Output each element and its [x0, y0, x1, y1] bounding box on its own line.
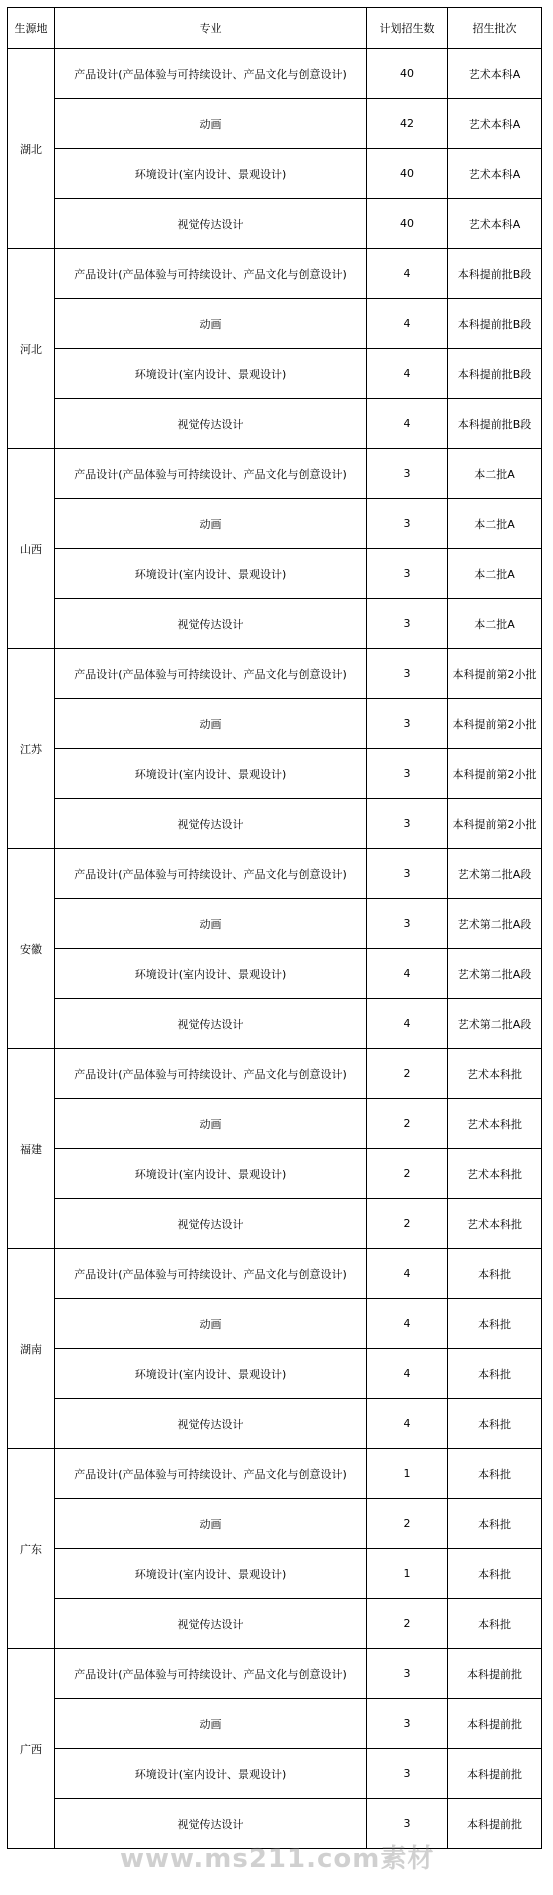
planned-count-cell: 3 — [367, 1699, 448, 1749]
major-cell: 产品设计(产品体验与可持续设计、产品文化与创意设计) — [55, 649, 367, 699]
planned-count-cell: 2 — [367, 1049, 448, 1099]
major-cell: 产品设计(产品体验与可持续设计、产品文化与创意设计) — [55, 49, 367, 99]
batch-cell: 本二批A — [448, 599, 542, 649]
table-header — [8, 8, 542, 49]
major-cell: 产品设计(产品体验与可持续设计、产品文化与创意设计) — [55, 1449, 367, 1499]
batch-cell: 本二批A — [448, 499, 542, 549]
major-cell: 产品设计(产品体验与可持续设计、产品文化与创意设计) — [55, 249, 367, 299]
header-batch: 招生批次 — [448, 8, 542, 49]
planned-count-cell: 2 — [367, 1499, 448, 1549]
table-row — [8, 849, 542, 899]
major-cell: 视觉传达设计 — [55, 799, 367, 849]
table-row — [8, 249, 542, 299]
table-row — [8, 549, 542, 599]
table-body — [8, 49, 542, 1849]
province-cell: 湖北 — [8, 49, 55, 249]
planned-count-cell: 3 — [367, 449, 448, 499]
planned-count-cell: 2 — [367, 1199, 448, 1249]
planned-count-cell: 1 — [367, 1449, 448, 1499]
province-cell: 山西 — [8, 449, 55, 649]
batch-cell: 艺术本科批 — [448, 1099, 542, 1149]
table-row — [8, 1599, 542, 1649]
major-cell: 环境设计(室内设计、景观设计) — [55, 349, 367, 399]
table-row — [8, 1749, 542, 1799]
major-cell: 产品设计(产品体验与可持续设计、产品文化与创意设计) — [55, 1049, 367, 1099]
table-row — [8, 149, 542, 199]
planned-count-cell: 4 — [367, 349, 448, 399]
batch-cell: 本科批 — [448, 1449, 542, 1499]
table-row — [8, 99, 542, 149]
planned-count-cell: 2 — [367, 1099, 448, 1149]
planned-count-cell: 3 — [367, 1749, 448, 1799]
batch-cell: 本二批A — [448, 549, 542, 599]
batch-cell: 本科批 — [448, 1549, 542, 1599]
planned-count-cell: 1 — [367, 1549, 448, 1599]
planned-count-cell: 3 — [367, 649, 448, 699]
major-cell: 环境设计(室内设计、景观设计) — [55, 1149, 367, 1199]
major-cell: 动画 — [55, 499, 367, 549]
planned-count-cell: 4 — [367, 1399, 448, 1449]
major-cell: 环境设计(室内设计、景观设计) — [55, 949, 367, 999]
table-row — [8, 399, 542, 449]
batch-cell: 艺术本科A — [448, 99, 542, 149]
planned-count-cell: 4 — [367, 299, 448, 349]
table-row — [8, 1249, 542, 1299]
batch-cell: 艺术本科A — [448, 49, 542, 99]
batch-cell: 本科批 — [448, 1249, 542, 1299]
planned-count-cell: 40 — [367, 149, 448, 199]
table-row — [8, 799, 542, 849]
batch-cell: 艺术第二批A段 — [448, 849, 542, 899]
major-cell: 动画 — [55, 99, 367, 149]
planned-count-cell: 3 — [367, 849, 448, 899]
table-row — [8, 449, 542, 499]
major-cell: 环境设计(室内设计、景观设计) — [55, 549, 367, 599]
table-row — [8, 1099, 542, 1149]
major-cell: 视觉传达设计 — [55, 599, 367, 649]
batch-cell: 本科提前批 — [448, 1749, 542, 1799]
major-cell: 视觉传达设计 — [55, 1799, 367, 1849]
planned-count-cell: 4 — [367, 399, 448, 449]
table-row — [8, 499, 542, 549]
planned-count-cell: 3 — [367, 1649, 448, 1699]
planned-count-cell: 3 — [367, 599, 448, 649]
batch-cell: 本科批 — [448, 1349, 542, 1399]
batch-cell: 本科提前批B段 — [448, 249, 542, 299]
major-cell: 产品设计(产品体验与可持续设计、产品文化与创意设计) — [55, 849, 367, 899]
table-row — [8, 1399, 542, 1449]
planned-count-cell: 3 — [367, 899, 448, 949]
table-row — [8, 699, 542, 749]
table-row — [8, 949, 542, 999]
table-row — [8, 899, 542, 949]
planned-count-cell: 2 — [367, 1149, 448, 1199]
major-cell: 动画 — [55, 899, 367, 949]
province-cell: 河北 — [8, 249, 55, 449]
major-cell: 环境设计(室内设计、景观设计) — [55, 1349, 367, 1399]
table-row — [8, 649, 542, 699]
batch-cell: 本科提前第2小批 — [448, 749, 542, 799]
batch-cell: 本科提前第2小批 — [448, 799, 542, 849]
batch-cell: 本科提前批B段 — [448, 399, 542, 449]
planned-count-cell: 4 — [367, 1299, 448, 1349]
admissions-table — [7, 7, 542, 1849]
batch-cell: 本科批 — [448, 1399, 542, 1449]
table-row — [8, 1699, 542, 1749]
major-cell: 动画 — [55, 299, 367, 349]
major-cell: 产品设计(产品体验与可持续设计、产品文化与创意设计) — [55, 1649, 367, 1699]
batch-cell: 艺术本科A — [448, 199, 542, 249]
major-cell: 环境设计(室内设计、景观设计) — [55, 149, 367, 199]
batch-cell: 本科提前批B段 — [448, 299, 542, 349]
province-cell: 湖南 — [8, 1249, 55, 1449]
header-planned: 计划招生数 — [367, 8, 448, 49]
province-cell: 江苏 — [8, 649, 55, 849]
header-row — [8, 8, 542, 49]
major-cell: 动画 — [55, 1299, 367, 1349]
table-row — [8, 1499, 542, 1549]
major-cell: 产品设计(产品体验与可持续设计、产品文化与创意设计) — [55, 1249, 367, 1299]
table-row — [8, 349, 542, 399]
batch-cell: 艺术本科批 — [448, 1199, 542, 1249]
planned-count-cell: 2 — [367, 1599, 448, 1649]
planned-count-cell: 3 — [367, 799, 448, 849]
watermark: www.ms211.com素材 — [120, 1844, 435, 1874]
major-cell: 视觉传达设计 — [55, 1199, 367, 1249]
planned-count-cell: 3 — [367, 1799, 448, 1849]
major-cell: 产品设计(产品体验与可持续设计、产品文化与创意设计) — [55, 449, 367, 499]
table-row — [8, 1649, 542, 1699]
planned-count-cell: 40 — [367, 49, 448, 99]
batch-cell: 本科提前第2小批 — [448, 649, 542, 699]
planned-count-cell: 4 — [367, 1249, 448, 1299]
batch-cell: 本科批 — [448, 1599, 542, 1649]
major-cell: 环境设计(室内设计、景观设计) — [55, 749, 367, 799]
batch-cell: 本科提前批B段 — [448, 349, 542, 399]
planned-count-cell: 3 — [367, 699, 448, 749]
major-cell: 视觉传达设计 — [55, 1599, 367, 1649]
table-row — [8, 49, 542, 99]
major-cell: 视觉传达设计 — [55, 199, 367, 249]
major-cell: 动画 — [55, 1699, 367, 1749]
table-row — [8, 1449, 542, 1499]
major-cell: 视觉传达设计 — [55, 999, 367, 1049]
batch-cell: 艺术第二批A段 — [448, 899, 542, 949]
batch-cell: 艺术第二批A段 — [448, 949, 542, 999]
batch-cell: 本科批 — [448, 1299, 542, 1349]
major-cell: 动画 — [55, 699, 367, 749]
table-row — [8, 599, 542, 649]
table-row — [8, 1799, 542, 1849]
major-cell: 视觉传达设计 — [55, 1399, 367, 1449]
major-cell: 环境设计(室内设计、景观设计) — [55, 1749, 367, 1799]
table-row — [8, 1049, 542, 1099]
table-row — [8, 1149, 542, 1199]
planned-count-cell: 3 — [367, 499, 448, 549]
province-cell: 广东 — [8, 1449, 55, 1649]
table-row — [8, 299, 542, 349]
planned-count-cell: 42 — [367, 99, 448, 149]
header-major: 专业 — [55, 8, 367, 49]
batch-cell: 艺术本科批 — [448, 1049, 542, 1099]
batch-cell: 艺术本科批 — [448, 1149, 542, 1199]
major-cell: 视觉传达设计 — [55, 399, 367, 449]
table-row — [8, 999, 542, 1049]
planned-count-cell: 3 — [367, 549, 448, 599]
province-cell: 福建 — [8, 1049, 55, 1249]
batch-cell: 艺术本科A — [448, 149, 542, 199]
planned-count-cell: 4 — [367, 249, 448, 299]
header-origin: 生源地 — [8, 8, 55, 49]
planned-count-cell: 4 — [367, 949, 448, 999]
table-row — [8, 199, 542, 249]
batch-cell: 本科提前批 — [448, 1799, 542, 1849]
planned-count-cell: 40 — [367, 199, 448, 249]
planned-count-cell: 4 — [367, 999, 448, 1049]
table-row — [8, 1299, 542, 1349]
major-cell: 动画 — [55, 1099, 367, 1149]
table-row — [8, 1199, 542, 1249]
batch-cell: 本二批A — [448, 449, 542, 499]
planned-count-cell: 4 — [367, 1349, 448, 1399]
table-row — [8, 1549, 542, 1599]
batch-cell: 本科提前批 — [448, 1699, 542, 1749]
batch-cell: 艺术第二批A段 — [448, 999, 542, 1049]
major-cell: 动画 — [55, 1499, 367, 1549]
batch-cell: 本科提前第2小批 — [448, 699, 542, 749]
table-row — [8, 749, 542, 799]
batch-cell: 本科提前批 — [448, 1649, 542, 1699]
province-cell: 广西 — [8, 1649, 55, 1849]
planned-count-cell: 3 — [367, 749, 448, 799]
province-cell: 安徽 — [8, 849, 55, 1049]
table-row — [8, 1349, 542, 1399]
batch-cell: 本科批 — [448, 1499, 542, 1549]
major-cell: 环境设计(室内设计、景观设计) — [55, 1549, 367, 1599]
